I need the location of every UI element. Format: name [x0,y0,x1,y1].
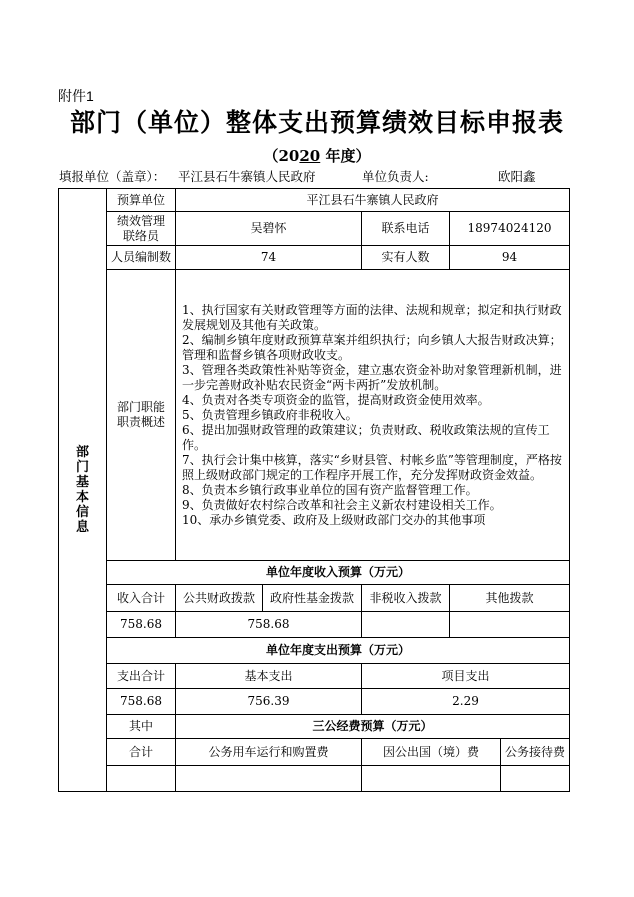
income-header-nontax: 非税收入拨款 [362,585,450,612]
expense-header-basic: 基本支出 [176,664,362,689]
duties-label [107,270,176,561]
leader-label: 单位负责人: [362,169,429,184]
expense-header-total: 支出合计 [107,664,176,689]
income-value-other [450,612,570,638]
budget-unit-label: 预算单位 [107,189,176,212]
expense-value-basic: 756.39 [176,689,362,715]
among-label: 其中 [107,715,176,739]
year-suffix: 年度 [320,147,356,165]
three-public-header-reception: 公务接待费 [501,739,570,766]
fill-unit-label: 填报单位（盖章）： [59,169,166,184]
income-header-other: 其他拨款 [450,585,570,612]
budget-unit-value: 平江县石牛寨镇人民政府 [176,189,570,212]
expense-header-project: 项目支出 [362,664,570,689]
income-header-fund: 政府性基金拨款 [263,585,362,612]
duties-label-text: 部门职能 职责概述 [116,400,165,429]
expense-title: 单位年度支出预算（万元） [107,638,570,664]
leader-value: 欧阳鑫 [498,169,536,184]
income-header-total: 收入合计 [107,585,176,612]
three-public-value-vehicle [176,766,362,792]
attachment-label: 附件1 [58,88,94,104]
three-public-header-abroad: 因公出国（境）费 [362,739,501,766]
actual-staff-value: 94 [450,246,570,270]
year-close: ） [355,147,371,165]
income-value-nontax [362,612,450,638]
income-header-public: 公共财政拨款 [176,585,263,612]
side-label-text: 部 门 基 本 信 息 [75,445,89,535]
phone-label: 联系电话 [362,212,450,246]
duty-item: 8、负责本乡镇行政事业单位的国有资产监督管理工作。 [182,482,478,497]
budget-form-table [58,188,570,792]
side-label [59,189,107,792]
staff-quota-label: 人员编制数 [107,246,176,270]
three-public-value-reception [501,766,570,792]
duty-item: 10、承办乡镇党委、政府及上级财政部门交办的其他事项 [182,512,486,527]
three-public-header-vehicle: 公务用车运行和购置费 [176,739,362,766]
duty-item: 9、负责做好农村综合改革和社会主义新农村建设相关工作。 [182,497,502,512]
staff-quota-value: 74 [176,246,362,270]
three-public-title: 三公经费预算（万元） [176,715,570,739]
three-public-value-abroad [362,766,501,792]
duty-item: 3、管理各类政策性补贴等资金，建立惠农资金补助对象管理新机制，进一步完善财政补贴农民资金“两卡两折”发放机制。 [182,362,562,392]
expense-value-project: 2.29 [362,689,570,715]
duty-item: 1、执行国家有关财政管理等方面的法律、法规和规章；拟定和执行财政发展规划及其他有关政策。 [182,302,562,332]
year-open: （ [263,147,279,165]
duty-item: 4、负责对各类专项资金的监管，提高财政资金使用效率。 [182,392,490,407]
income-value-public: 758.68 [176,612,362,638]
year-underlined: 20 [299,147,321,165]
form-title: 部门（单位）整体支出预算绩效目标申报表 [69,108,564,137]
expense-value-total: 758.68 [107,689,176,715]
duty-item: 7、执行会计集中核算，落实“乡财县管、村帐乡监”等管理制度，严格按照上级财政部门规定的工作程序开展工作，充分发挥财政资金效益。 [182,452,562,482]
income-title: 单位年度收入预算（万元） [107,561,570,585]
three-public-header-total: 合计 [107,739,176,766]
phone-value: 18974024120 [450,212,570,246]
fill-unit-value: 平江县石牛寨镇人民政府 [178,169,316,184]
form-year [0,145,634,166]
actual-staff-label: 实有人数 [362,246,450,270]
contact-label [107,212,176,246]
duties-cell [176,270,570,561]
year-prefix: 20 [278,147,300,165]
duty-item: 5、负责管理乡镇政府非税收入。 [182,407,358,422]
duty-item: 6、提出加强财政管理的政策建议；负责财政、税收政策法规的宣传工作。 [182,422,550,452]
contact-label-text: 绩效管理 联络员 [116,213,165,243]
duty-item: 2、编制乡镇年度财政预算草案并组织执行；向乡镇人大报告财政决算；管理和监督乡镇各项财政收支。 [182,332,562,362]
contact-value: 吴碧怀 [176,212,362,246]
income-value-total: 758.68 [107,612,176,638]
three-public-value-total [107,766,176,792]
